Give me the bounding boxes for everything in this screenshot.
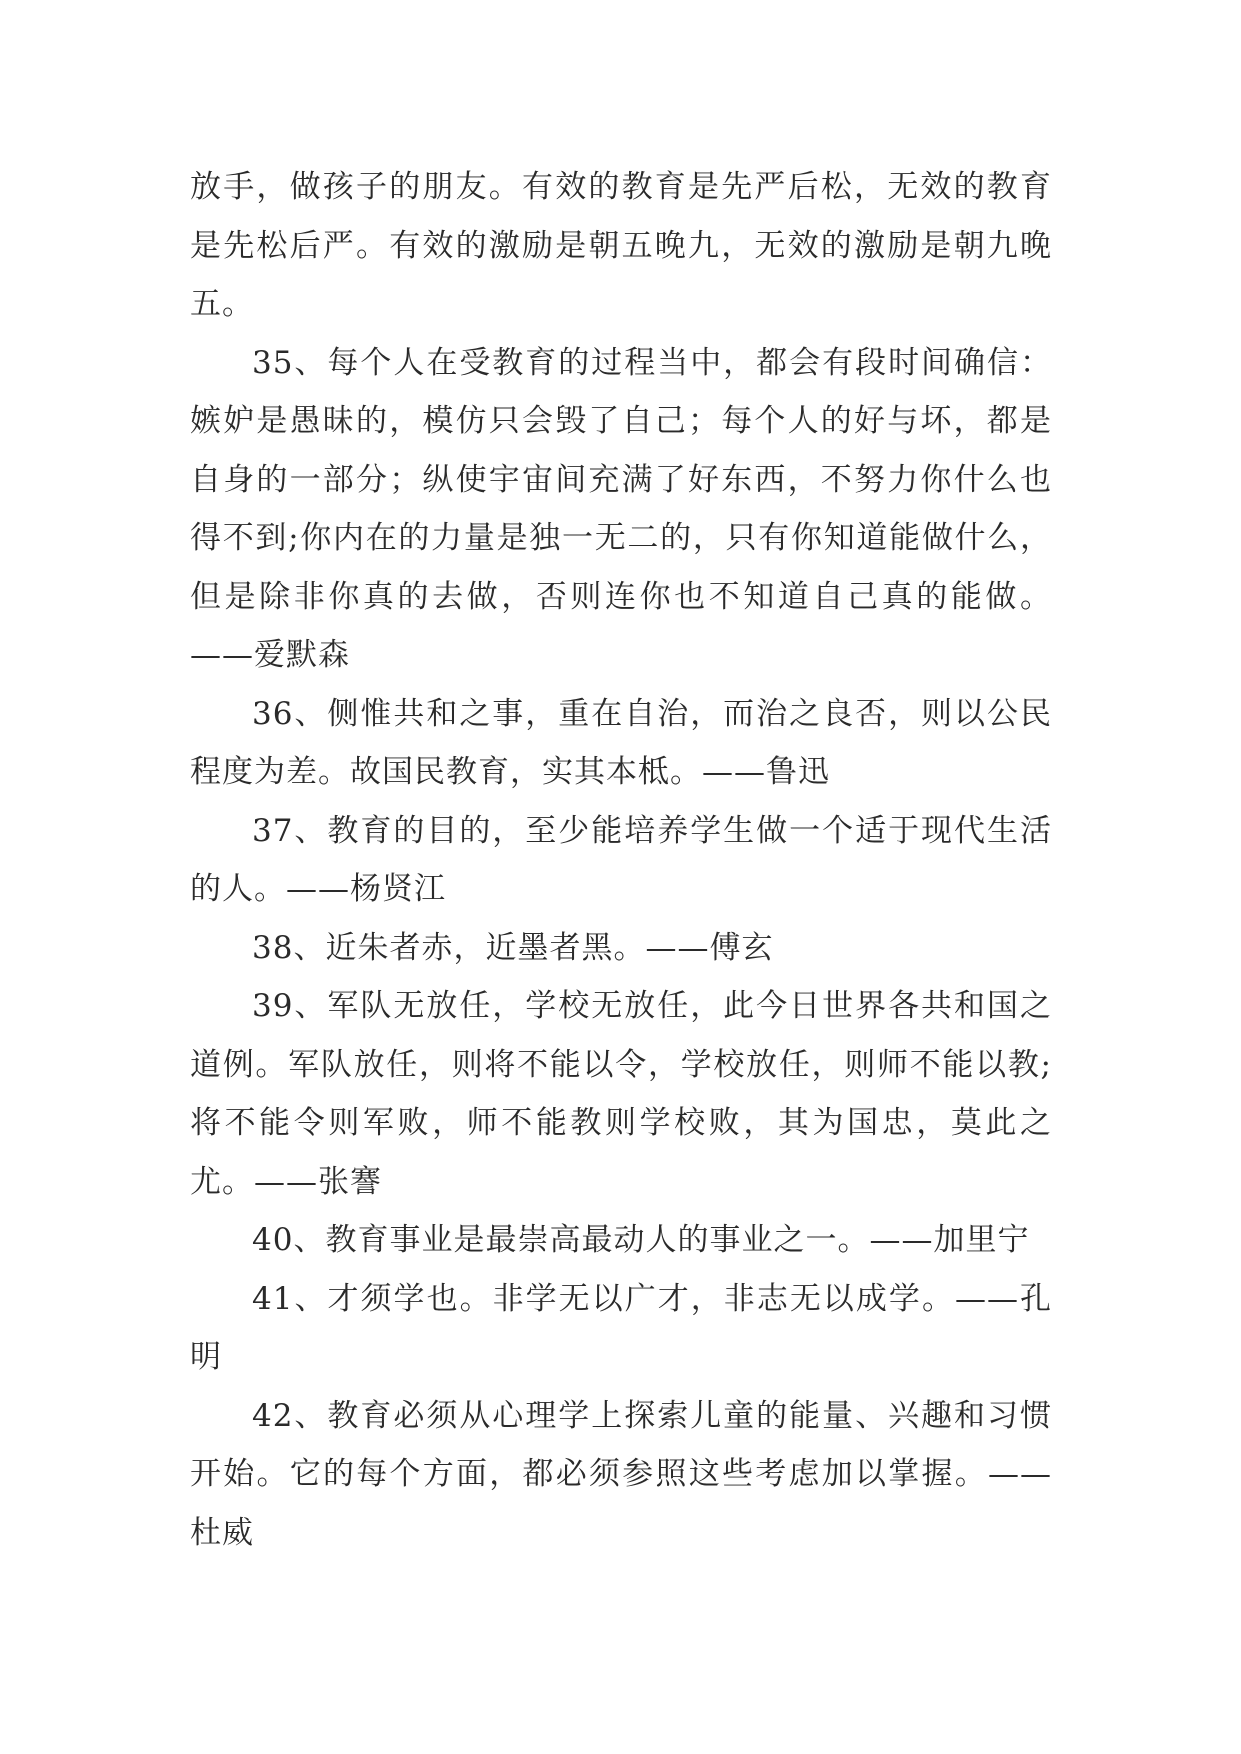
quote-35: 35、每个人在受教育的过程当中，都会有段时间确信：嫉妒是愚昧的，模仿只会毁了自己；每个人的好与坏，都是自身的一部分；纵使宇宙间充满了好东西，不努力你什么也得不到;你内在的力量是独一无二的，只有你知道能做什么，但是除非你真的去做，否则连你也不知道自己真的能做。——爱默森: [190, 344, 1052, 673]
quote-41: 41、才须学也。非学无以广才，非志无以成学。——孔明: [190, 1280, 1052, 1375]
paragraph-34-continued: 放手，做孩子的朋友。有效的教育是先严后松，无效的教育是先松后严。有效的激励是朝五晚九，无效的激励是朝九晚五。: [190, 169, 1052, 322]
quote-40: 40、教育事业是最崇高最动人的事业之一。——加里宁: [252, 1222, 1030, 1258]
quote-42: 42、教育必须从心理学上探索儿童的能量、兴趣和习惯开始。它的每个方面，都必须参照这些考虑加以掌握。——杜威: [190, 1397, 1052, 1551]
document-body: [190, 158, 1052, 1562]
quote-39: 39、军队无放任，学校无放任，此今日世界各共和国之道例。军队放任，则将不能以令，学校放任，则师不能以教;将不能令则军败，师不能教则学校败，其为国忠，莫此之尤。——张謇: [190, 988, 1052, 1200]
quote-38: 38、近朱者赤，近墨者黑。——傅玄: [252, 929, 774, 966]
quote-36: 36、侧惟共和之事，重在自治，而治之良否，则以公民程度为差。故国民教育，实其本柢。——鲁迅: [190, 695, 1052, 790]
quote-37: 37、教育的目的，至少能培养学生做一个适于现代生活的人。——杨贤江: [190, 812, 1052, 907]
